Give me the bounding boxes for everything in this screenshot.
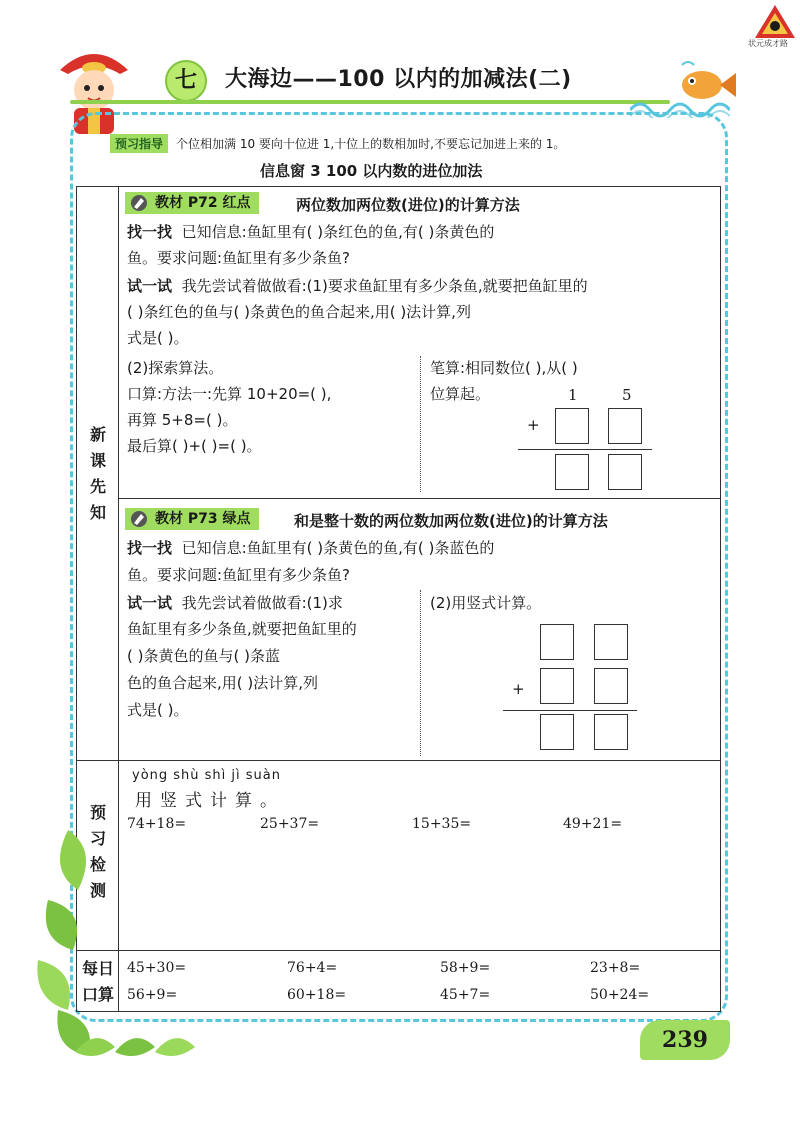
part2-try-line1 bbox=[127, 593, 343, 613]
oral-problem: 50+24= bbox=[590, 987, 650, 1003]
answer-box[interactable] bbox=[555, 454, 589, 490]
sidebar-label: 每日 bbox=[81, 959, 114, 978]
answer-box[interactable] bbox=[594, 714, 628, 750]
digit-tens: 1 bbox=[568, 386, 578, 404]
sidebar-char: 习 bbox=[89, 829, 106, 848]
section-title: 信息窗 3 100 以内数的进位加法 bbox=[260, 162, 483, 180]
answer-box[interactable] bbox=[540, 624, 574, 660]
part1-right-line1: 笔算:相同数位( ),从( ) bbox=[430, 359, 578, 377]
part1-find-line2: 鱼。要求问题:鱼缸里有多少条鱼? bbox=[127, 249, 351, 267]
sidebar-char: 检 bbox=[89, 855, 106, 874]
oral-problem: 58+9= bbox=[440, 960, 491, 976]
pencil-icon bbox=[129, 510, 149, 528]
sidebar-char: 测 bbox=[89, 881, 106, 900]
part2-find-line1 bbox=[127, 538, 494, 558]
part1-left-line: 口算:方法一:先算 10+20=( ), bbox=[127, 385, 332, 403]
try-label: 试一试 bbox=[127, 594, 173, 612]
plus-sign: + bbox=[527, 416, 540, 434]
oral-problem: 45+7= bbox=[440, 987, 491, 1003]
guide-text: 个位相加满 10 要向十位进 1,十位上的数相加时,不要忘记加进上来的 1。 bbox=[176, 137, 566, 151]
part1-left-line: 最后算( )+( )=( )。 bbox=[127, 437, 262, 455]
try-text: 我先尝试着做做看:(1)求 bbox=[181, 594, 343, 612]
find-label: 找一找 bbox=[127, 539, 173, 557]
part2-right-line: (2)用竖式计算。 bbox=[430, 594, 542, 612]
part2-find-line2: 鱼。要求问题:鱼缸里有多少条鱼? bbox=[127, 566, 351, 584]
part2-desc: 和是整十数的两位数加两位数(进位)的计算方法 bbox=[294, 512, 608, 530]
part2-tag-label: 教材 P73 绿点 bbox=[155, 511, 251, 527]
oral-problem: 76+4= bbox=[287, 960, 338, 976]
part1-try-line3: 式是( )。 bbox=[127, 329, 189, 347]
answer-box[interactable] bbox=[608, 408, 642, 444]
part1-right-line2: 位算起。 bbox=[430, 385, 491, 403]
sidebar-char: 新 bbox=[89, 425, 106, 444]
sidebar-new-lesson bbox=[78, 422, 118, 526]
problem: 15+35= bbox=[412, 816, 472, 832]
oral-problem: 45+30= bbox=[127, 960, 187, 976]
part2-tag bbox=[125, 508, 259, 530]
sidebar-label: 口算 bbox=[81, 985, 114, 1004]
part1-try-line1 bbox=[127, 276, 588, 296]
part-divider bbox=[118, 498, 721, 499]
answer-box[interactable] bbox=[594, 624, 628, 660]
part2-try-line: ( )条黄色的鱼与( )条蓝 bbox=[127, 647, 280, 665]
sum-line bbox=[518, 449, 652, 450]
part1-column-divider bbox=[420, 356, 421, 492]
sidebar-char: 课 bbox=[89, 451, 106, 470]
unit-title: 大海边——100 以内的加减法(二) bbox=[225, 67, 572, 92]
answer-box[interactable] bbox=[540, 714, 574, 750]
instruction-pinyin: yòng shù shì jì suàn bbox=[132, 768, 281, 783]
answer-box[interactable] bbox=[594, 668, 628, 704]
part2-try-line: 式是( )。 bbox=[127, 701, 189, 719]
try-text: 我先尝试着做做看:(1)要求鱼缸里有多少条鱼,就要把鱼缸里的 bbox=[181, 277, 588, 295]
sidebar-char: 预 bbox=[89, 803, 106, 822]
section-divider-daily bbox=[76, 950, 721, 951]
find-text: 已知信息:鱼缸里有( )条黄色的鱼,有( )条蓝色的 bbox=[181, 539, 495, 557]
page-number: 239 bbox=[640, 1020, 730, 1060]
answer-box[interactable] bbox=[608, 454, 642, 490]
part1-try-line2: ( )条红色的鱼与( )条黄色的鱼合起来,用( )法计算,列 bbox=[127, 303, 471, 321]
answer-box[interactable] bbox=[555, 408, 589, 444]
pencil-icon bbox=[129, 194, 149, 212]
find-label: 找一找 bbox=[127, 223, 173, 241]
header-divider bbox=[70, 100, 670, 104]
brand-text: 状元成才路 bbox=[748, 39, 788, 48]
guide-tag: 预习指导 bbox=[110, 134, 168, 153]
problem: 74+18= bbox=[127, 816, 187, 832]
oral-problem: 56+9= bbox=[127, 987, 178, 1003]
part1-find-line1 bbox=[127, 222, 494, 242]
part2-try-line: 色的鱼合起来,用( )法计算,列 bbox=[127, 674, 319, 692]
sum-line bbox=[503, 710, 637, 711]
answer-box[interactable] bbox=[540, 668, 574, 704]
digit-ones: 5 bbox=[622, 386, 632, 404]
sidebar-char: 知 bbox=[89, 503, 106, 522]
part1-tag bbox=[125, 192, 259, 214]
plus-sign: + bbox=[512, 680, 525, 698]
oral-problem: 60+18= bbox=[287, 987, 347, 1003]
part1-left-line: (2)探索算法。 bbox=[127, 359, 224, 377]
problem: 25+37= bbox=[260, 816, 320, 832]
leaves-bottom-decoration bbox=[70, 1022, 200, 1062]
sidebar-divider bbox=[118, 186, 119, 1012]
try-label: 试一试 bbox=[127, 277, 173, 295]
part1-desc: 两位数加两位数(进位)的计算方法 bbox=[296, 196, 520, 214]
unit-badge: 七 bbox=[165, 60, 207, 102]
oral-problem: 23+8= bbox=[590, 960, 641, 976]
sidebar-char: 先 bbox=[89, 477, 106, 496]
section-divider-preview bbox=[76, 760, 721, 761]
problem: 49+21= bbox=[563, 816, 623, 832]
part2-try-line: 鱼缸里有多少条鱼,就要把鱼缸里的 bbox=[127, 620, 357, 638]
instruction-text: 用竖式计算。 bbox=[135, 791, 285, 811]
part1-tag-label: 教材 P72 红点 bbox=[155, 195, 251, 211]
find-text: 已知信息:鱼缸里有( )条红色的鱼,有( )条黄色的 bbox=[181, 223, 495, 241]
part2-column-divider bbox=[420, 590, 421, 756]
part1-left-line: 再算 5+8=( )。 bbox=[127, 411, 238, 429]
